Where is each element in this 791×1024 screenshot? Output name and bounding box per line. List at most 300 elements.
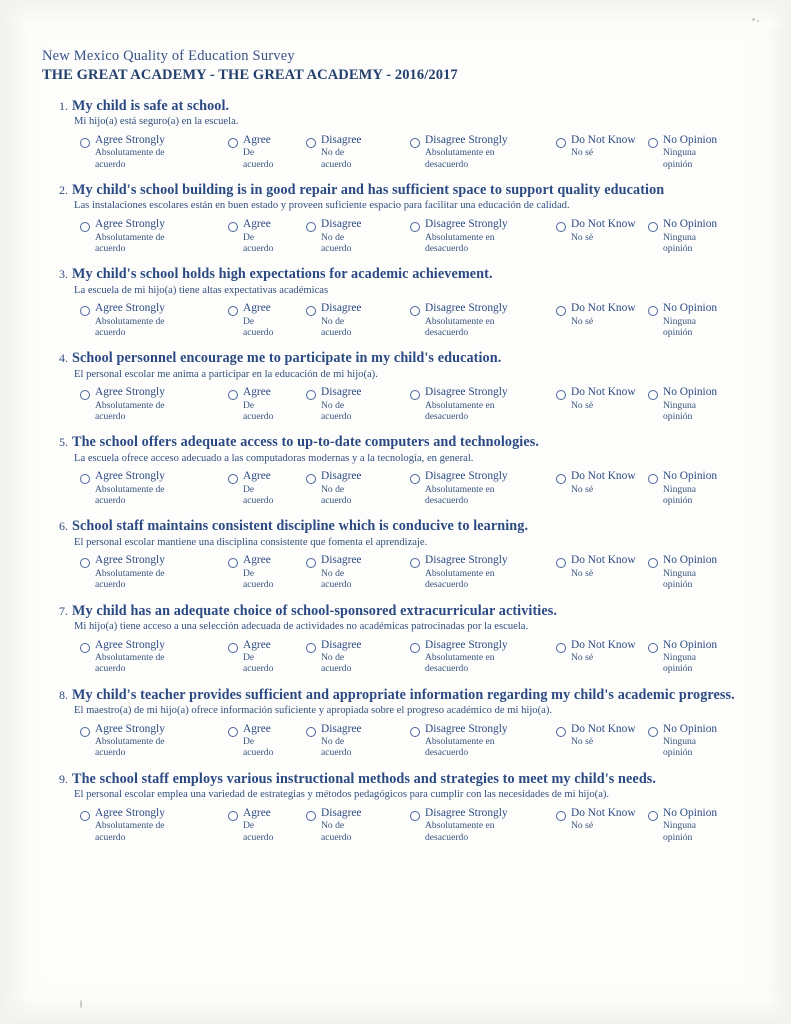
answer-option[interactable]	[556, 386, 648, 411]
answer-label-spanish-line1: No de	[321, 483, 345, 495]
answer-label-english: No Opinion	[663, 554, 718, 567]
answer-option[interactable]	[80, 134, 228, 170]
answer-label-spanish-line2: acuerdo	[95, 831, 126, 843]
answer-option-text	[321, 723, 361, 759]
scan-speck	[757, 20, 759, 22]
answer-label-spanish-line2: acuerdo	[95, 242, 126, 254]
answer-option[interactable]	[306, 386, 410, 422]
radio-button-icon[interactable]	[228, 222, 238, 232]
answer-label-spanish-line2: desacuerdo	[425, 495, 469, 507]
answer-label-spanish-line1: De	[243, 652, 255, 664]
answer-label-spanish-line2: acuerdo	[95, 158, 126, 170]
question-number: 1.	[59, 99, 68, 113]
answer-option-text	[571, 134, 636, 159]
answer-label-english: Agree Strongly	[95, 722, 165, 735]
answer-option-text	[321, 218, 361, 254]
radio-button-icon[interactable]	[80, 811, 90, 821]
answer-option[interactable]	[228, 554, 306, 590]
answer-option[interactable]	[80, 807, 228, 843]
radio-button-icon[interactable]	[80, 727, 90, 737]
radio-button-icon[interactable]	[80, 222, 90, 232]
radio-button-icon[interactable]	[80, 643, 90, 653]
answer-option-text	[663, 302, 717, 338]
answer-label-english: Disagree Strongly	[425, 302, 508, 315]
answer-option-text	[571, 723, 636, 748]
answer-option-text	[425, 218, 508, 254]
radio-button-icon[interactable]	[228, 811, 238, 821]
radio-button-icon[interactable]	[80, 474, 90, 484]
answer-label-spanish-line1: Ninguna	[663, 399, 697, 411]
answer-label-english: Agree Strongly	[95, 806, 165, 819]
radio-button-icon[interactable]	[228, 390, 238, 400]
answer-options	[80, 639, 742, 675]
radio-button-icon[interactable]	[306, 811, 316, 821]
radio-button-icon[interactable]	[648, 222, 658, 232]
answer-label-spanish-line1: Absolutamente de	[95, 652, 165, 664]
answer-label-english: Disagree Strongly	[425, 470, 508, 483]
answer-option[interactable]	[306, 554, 410, 590]
answer-option-text	[243, 386, 273, 422]
answer-label-spanish-line1: No de	[321, 231, 345, 243]
answer-label-spanish-line2: desacuerdo	[425, 242, 469, 254]
answer-label-spanish-line1: De	[243, 736, 255, 748]
survey-subtitle: THE GREAT ACADEMY - THE GREAT ACADEMY - 2016/2017	[42, 67, 458, 83]
answer-option-text	[571, 302, 636, 327]
radio-button-icon[interactable]	[80, 390, 90, 400]
radio-button-icon[interactable]	[306, 390, 316, 400]
answer-option-text	[425, 302, 508, 338]
radio-button-icon[interactable]	[556, 558, 566, 568]
answer-label-english: Disagree Strongly	[425, 386, 508, 399]
answer-option-text	[425, 470, 508, 506]
question-text-english: School staff maintains consistent discipline which is conducive to learning.	[72, 518, 529, 535]
answer-label-spanish-line2: opinión	[663, 747, 693, 759]
answer-label-spanish-line2: opinión	[663, 579, 693, 591]
answer-option[interactable]	[556, 218, 648, 243]
answer-label-spanish-line1: Ninguna	[663, 315, 697, 327]
answer-label-spanish-line1: De	[243, 147, 255, 159]
radio-button-icon[interactable]	[306, 138, 316, 148]
radio-button-icon[interactable]	[648, 138, 658, 148]
answer-label-spanish-line2: acuerdo	[321, 411, 352, 423]
answer-options	[80, 386, 742, 422]
answer-option-text	[571, 639, 636, 664]
answer-option[interactable]	[648, 639, 738, 675]
answer-label-spanish-line2: desacuerdo	[425, 579, 469, 591]
answer-label-spanish-line2: acuerdo	[243, 831, 274, 843]
answer-label-spanish-line2: acuerdo	[243, 495, 274, 507]
answer-option[interactable]	[306, 218, 410, 254]
answer-label-english: No Opinion	[663, 470, 718, 483]
answer-label-english: Do Not Know	[571, 554, 636, 567]
answer-option-text	[571, 386, 636, 411]
answer-label-english: Disagree	[321, 638, 362, 651]
answer-option[interactable]	[306, 639, 410, 675]
radio-button-icon[interactable]	[648, 474, 658, 484]
answer-option[interactable]	[648, 554, 738, 590]
answer-label-spanish-line2: desacuerdo	[425, 158, 469, 170]
radio-button-icon[interactable]	[228, 138, 238, 148]
answer-label-spanish-line1: No sé	[571, 652, 594, 664]
answer-option-text	[95, 470, 165, 506]
question-text-spanish: Mi hijo(a) tiene acceso a una selección adecuada de actividades no académicas patrocinadas por la escuela.	[74, 620, 529, 632]
answer-option-text	[243, 470, 273, 506]
answer-label-english: Do Not Know	[571, 806, 636, 819]
answer-option-text	[321, 470, 361, 506]
answer-option-text	[243, 639, 273, 675]
answer-option-text	[425, 723, 508, 759]
answer-label-english: Agree	[243, 302, 271, 315]
radio-button-icon[interactable]	[306, 643, 316, 653]
radio-button-icon[interactable]	[410, 727, 420, 737]
answer-label-spanish-line2: opinión	[663, 495, 693, 507]
answer-label-spanish-line2: acuerdo	[243, 242, 274, 254]
question-block	[42, 350, 742, 422]
answer-option[interactable]	[80, 470, 228, 506]
answer-option[interactable]	[228, 218, 306, 254]
answer-label-spanish-line1: Absolutamente de	[95, 567, 165, 579]
answer-label-spanish-line1: Absolutamente en	[425, 567, 495, 579]
answer-label-spanish-line1: No de	[321, 736, 345, 748]
answer-option-text	[663, 639, 717, 675]
answer-label-spanish-line1: Ninguna	[663, 736, 697, 748]
answer-label-spanish-line2: acuerdo	[321, 663, 352, 675]
radio-button-icon[interactable]	[648, 727, 658, 737]
answer-option-text	[243, 554, 273, 590]
answer-options	[80, 807, 742, 843]
radio-button-icon[interactable]	[648, 643, 658, 653]
answer-label-english: Agree Strongly	[95, 554, 165, 567]
question-text-english: The school staff employs various instructional methods and strategies to meet my child's needs.	[72, 770, 657, 787]
answer-label-english: Disagree Strongly	[425, 134, 508, 147]
answer-label-english: No Opinion	[663, 722, 718, 735]
answer-option[interactable]	[410, 218, 556, 254]
answer-label-spanish-line1: Absolutamente de	[95, 483, 165, 495]
radio-button-icon[interactable]	[410, 811, 420, 821]
answer-label-spanish-line2: acuerdo	[321, 326, 352, 338]
answer-option-text	[95, 218, 165, 254]
answer-options	[80, 218, 742, 254]
answer-option[interactable]	[556, 470, 648, 495]
answer-label-spanish-line1: No de	[321, 652, 345, 664]
answer-label-spanish-line2: desacuerdo	[425, 831, 469, 843]
answer-option[interactable]	[556, 807, 648, 832]
answer-option-text	[425, 134, 508, 170]
answer-label-english: Disagree	[321, 470, 362, 483]
answer-label-spanish-line2: acuerdo	[95, 663, 126, 675]
radio-button-icon[interactable]	[556, 811, 566, 821]
scan-speck	[80, 1000, 82, 1008]
radio-button-icon[interactable]	[410, 306, 420, 316]
answer-label-english: Agree Strongly	[95, 302, 165, 315]
answer-label-spanish-line2: opinión	[663, 242, 693, 254]
question-number: 3.	[59, 267, 68, 282]
answer-label-spanish-line1: Absolutamente de	[95, 399, 165, 411]
answer-option[interactable]	[648, 807, 738, 843]
answer-option[interactable]	[410, 302, 556, 338]
radio-button-icon[interactable]	[80, 558, 90, 568]
question-block	[42, 182, 742, 254]
answer-option-text	[95, 134, 165, 170]
answer-label-spanish-line1: No sé	[571, 231, 594, 243]
answer-option[interactable]	[228, 302, 306, 338]
answer-label-spanish-line2: desacuerdo	[425, 411, 469, 423]
answer-label-english: Agree	[243, 554, 271, 567]
answer-option[interactable]	[228, 723, 306, 759]
answer-option[interactable]	[80, 386, 228, 422]
answer-option[interactable]	[556, 639, 648, 664]
answer-option-text	[663, 807, 717, 843]
radio-button-icon[interactable]	[410, 643, 420, 653]
answer-label-spanish-line2: desacuerdo	[425, 663, 469, 675]
radio-button-icon[interactable]	[648, 558, 658, 568]
answer-option[interactable]	[410, 134, 556, 170]
question-text-english: My child has an adequate choice of school-sponsored extracurricular activities.	[72, 602, 557, 619]
answer-option[interactable]	[410, 639, 556, 675]
answer-label-spanish-line1: No sé	[571, 399, 594, 411]
answer-label-spanish-line2: acuerdo	[243, 158, 274, 170]
radio-button-icon[interactable]	[306, 558, 316, 568]
answer-label-english: Do Not Know	[571, 722, 636, 735]
answer-label-spanish-line1: Absolutamente en	[425, 483, 495, 495]
answer-label-spanish-line2: acuerdo	[243, 411, 274, 423]
answer-label-english: No Opinion	[663, 638, 718, 651]
answer-label-spanish-line1: De	[243, 315, 255, 327]
scan-edge-left	[0, 0, 28, 1024]
radio-button-icon[interactable]	[556, 306, 566, 316]
answer-label-spanish-line2: acuerdo	[243, 747, 274, 759]
radio-button-icon[interactable]	[306, 222, 316, 232]
answer-option[interactable]	[556, 554, 648, 579]
answer-label-spanish-line1: No sé	[571, 315, 594, 327]
answer-label-spanish-line1: Ninguna	[663, 231, 697, 243]
answer-label-spanish-line2: opinión	[663, 158, 693, 170]
answer-option[interactable]	[228, 470, 306, 506]
radio-button-icon[interactable]	[410, 138, 420, 148]
question-number: 2.	[59, 183, 68, 198]
radio-button-icon[interactable]	[556, 727, 566, 737]
answer-option-text	[425, 639, 508, 675]
radio-button-icon[interactable]	[228, 306, 238, 316]
scan-edge-top	[0, 0, 791, 26]
answer-option-text	[425, 386, 508, 422]
question-text-spanish: La escuela de mi hijo(a) tiene altas expectativas académicas	[74, 284, 329, 296]
answer-label-spanish-line1: De	[243, 399, 255, 411]
answer-label-spanish-line1: Absolutamente en	[425, 315, 495, 327]
answer-option[interactable]	[306, 470, 410, 506]
answer-label-spanish-line1: No sé	[571, 736, 594, 748]
answer-option-text	[321, 554, 361, 590]
answer-option[interactable]	[410, 554, 556, 590]
answer-label-spanish-line1: Absolutamente en	[425, 399, 495, 411]
answer-option[interactable]	[228, 386, 306, 422]
answer-option[interactable]	[410, 386, 556, 422]
answer-label-spanish-line1: No sé	[571, 147, 594, 159]
answer-option-text	[425, 554, 508, 590]
answer-label-english: Do Not Know	[571, 470, 636, 483]
radio-button-icon[interactable]	[228, 474, 238, 484]
answer-options	[80, 723, 742, 759]
answer-option[interactable]	[228, 807, 306, 843]
question-number: 8.	[59, 687, 68, 702]
answer-label-spanish-line2: acuerdo	[321, 747, 352, 759]
answer-label-spanish-line2: opinión	[663, 411, 693, 423]
question-number: 7.	[59, 603, 68, 618]
scan-edge-bottom	[0, 994, 791, 1024]
answer-option[interactable]	[648, 218, 738, 254]
question-number: 5.	[59, 435, 68, 450]
answer-label-spanish-line2: acuerdo	[243, 579, 274, 591]
answer-option[interactable]	[228, 134, 306, 170]
answer-label-english: Agree	[243, 386, 271, 399]
answer-label-spanish-line2: acuerdo	[95, 326, 126, 338]
answer-options	[80, 554, 742, 590]
answer-label-english: Disagree Strongly	[425, 638, 508, 651]
answer-label-english: Disagree	[321, 806, 362, 819]
radio-button-icon[interactable]	[648, 390, 658, 400]
radio-button-icon[interactable]	[556, 222, 566, 232]
radio-button-icon[interactable]	[80, 306, 90, 316]
answer-option[interactable]	[410, 723, 556, 759]
question-text-english: My child's school building is in good repair and has sufficient space to support quality education	[72, 182, 665, 199]
answer-label-spanish-line2: acuerdo	[95, 411, 126, 423]
answer-option[interactable]	[228, 639, 306, 675]
answer-option[interactable]	[556, 723, 648, 748]
question-text-spanish: La escuela ofrece acceso adecuado a las computadoras modernas y a la tecnología, en general.	[74, 452, 474, 464]
answer-label-english: No Opinion	[663, 302, 718, 315]
answer-label-spanish-line1: Ninguna	[663, 652, 697, 664]
radio-button-icon[interactable]	[556, 643, 566, 653]
answer-label-english: Disagree	[321, 218, 362, 231]
answer-label-spanish-line1: No de	[321, 315, 345, 327]
radio-button-icon[interactable]	[80, 138, 90, 148]
answer-label-english: Agree Strongly	[95, 638, 165, 651]
answer-option[interactable]	[306, 302, 410, 338]
answer-option-text	[571, 807, 636, 832]
answer-option[interactable]	[648, 470, 738, 506]
answer-option[interactable]	[410, 470, 556, 506]
answer-option[interactable]	[306, 134, 410, 170]
radio-button-icon[interactable]	[228, 558, 238, 568]
answer-label-spanish-line2: desacuerdo	[425, 747, 469, 759]
answer-label-english: Disagree	[321, 302, 362, 315]
answer-label-spanish-line1: Absolutamente de	[95, 315, 165, 327]
answer-options	[80, 470, 742, 506]
answer-label-spanish-line1: Ninguna	[663, 483, 697, 495]
answer-option[interactable]	[80, 639, 228, 675]
answer-label-spanish-line1: Ninguna	[663, 820, 697, 832]
answer-option-text	[95, 386, 165, 422]
radio-button-icon[interactable]	[306, 306, 316, 316]
radio-button-icon[interactable]	[410, 474, 420, 484]
answer-option[interactable]	[648, 723, 738, 759]
answer-option-text	[663, 218, 717, 254]
question-text-english: School personnel encourage me to participate in my child's education.	[72, 350, 502, 367]
question-number: 4.	[59, 351, 68, 366]
answer-label-spanish-line2: acuerdo	[321, 495, 352, 507]
answer-label-spanish-line1: No de	[321, 567, 345, 579]
answer-label-spanish-line1: Absolutamente en	[425, 820, 495, 832]
answer-label-english: Agree	[243, 218, 271, 231]
answer-option[interactable]	[306, 723, 410, 759]
answer-label-spanish-line1: Absolutamente en	[425, 652, 495, 664]
answer-option-text	[571, 218, 636, 243]
question-block	[42, 603, 742, 675]
answer-label-spanish-line1: Absolutamente de	[95, 147, 165, 159]
answer-label-english: Agree	[243, 722, 271, 735]
answer-label-spanish-line2: opinión	[663, 663, 693, 675]
radio-button-icon[interactable]	[410, 222, 420, 232]
question-number: 9.	[59, 771, 68, 786]
answer-label-english: Agree Strongly	[95, 470, 165, 483]
answer-option-text	[95, 302, 165, 338]
answer-label-spanish-line2: acuerdo	[321, 242, 352, 254]
question-list	[42, 98, 742, 843]
radio-button-icon[interactable]	[556, 474, 566, 484]
answer-option-text	[243, 807, 273, 843]
answer-option[interactable]	[648, 386, 738, 422]
answer-label-english: Agree Strongly	[95, 218, 165, 231]
scan-edge-right	[769, 0, 791, 1024]
answer-option-text	[663, 723, 717, 759]
answer-option[interactable]	[556, 302, 648, 327]
answer-option-text	[95, 807, 165, 843]
answer-option-text	[663, 386, 717, 422]
answer-option-text	[95, 639, 165, 675]
answer-option[interactable]	[80, 723, 228, 759]
answer-option[interactable]	[410, 807, 556, 843]
answer-option-text	[95, 723, 165, 759]
answer-label-english: Disagree	[321, 554, 362, 567]
answer-label-english: Disagree Strongly	[425, 722, 508, 735]
answer-option[interactable]	[80, 302, 228, 338]
radio-button-icon[interactable]	[410, 390, 420, 400]
radio-button-icon[interactable]	[228, 643, 238, 653]
answer-label-english: Agree	[243, 638, 271, 651]
answer-option-text	[243, 302, 273, 338]
answer-label-spanish-line1: Ninguna	[663, 147, 697, 159]
radio-button-icon[interactable]	[648, 811, 658, 821]
radio-button-icon[interactable]	[306, 474, 316, 484]
radio-button-icon[interactable]	[306, 727, 316, 737]
answer-label-spanish-line1: De	[243, 820, 255, 832]
radio-button-icon[interactable]	[556, 390, 566, 400]
radio-button-icon[interactable]	[410, 558, 420, 568]
answer-option[interactable]	[80, 218, 228, 254]
answer-label-spanish-line1: Absolutamente de	[95, 736, 165, 748]
answer-label-spanish-line1: De	[243, 567, 255, 579]
answer-label-english: Do Not Know	[571, 134, 636, 147]
answer-option-text	[321, 134, 361, 170]
answer-label-spanish-line2: opinión	[663, 326, 693, 338]
answer-option[interactable]	[648, 134, 738, 170]
answer-option-text	[571, 470, 636, 495]
radio-button-icon[interactable]	[648, 306, 658, 316]
answer-label-spanish-line1: De	[243, 483, 255, 495]
answer-label-english: Agree	[243, 806, 271, 819]
answer-option-text	[663, 134, 717, 170]
answer-option[interactable]	[306, 807, 410, 843]
radio-button-icon[interactable]	[556, 138, 566, 148]
answer-option[interactable]	[556, 134, 648, 159]
answer-option[interactable]	[80, 554, 228, 590]
answer-option[interactable]	[648, 302, 738, 338]
radio-button-icon[interactable]	[228, 727, 238, 737]
answer-label-english: Do Not Know	[571, 302, 636, 315]
answer-options	[80, 134, 742, 170]
answer-option-text	[243, 218, 273, 254]
answer-label-english: Disagree Strongly	[425, 806, 508, 819]
